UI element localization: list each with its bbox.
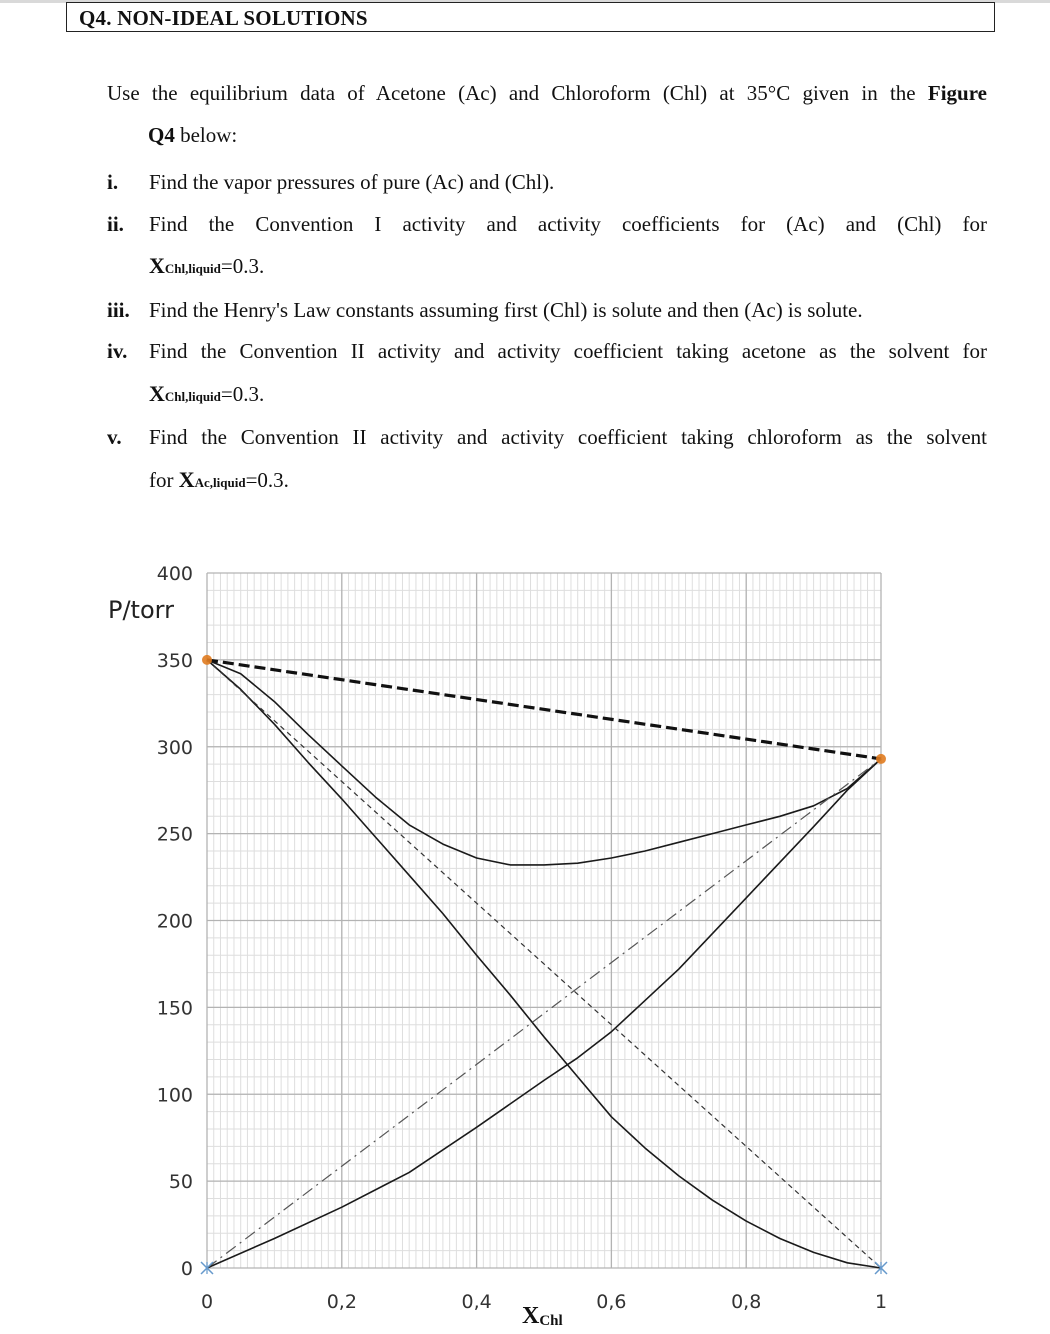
intro-figure-word: Figure — [927, 81, 987, 105]
pure-pressure-marker — [876, 754, 886, 764]
y-tick-label: 400 — [156, 563, 193, 585]
x-axis-label-var: X — [522, 1303, 540, 1329]
x-axis-label-sub: Chl — [539, 1313, 563, 1329]
y-tick-label: 100 — [156, 1084, 193, 1107]
question-text: Find the Henry's Law constants assuming first (Chl) is solute and then (Ac) is solute. — [149, 297, 863, 322]
intro-figure-ref: Q4 — [148, 123, 175, 147]
intro-paragraph — [107, 72, 987, 156]
question-item — [107, 331, 987, 417]
y-axis-label: P/torr — [108, 596, 174, 624]
y-tick-label: 200 — [156, 910, 193, 933]
question-number: i. — [107, 170, 119, 194]
x-axis-label — [522, 1303, 563, 1329]
question-condition: for XAc,liquid=0.3. — [149, 466, 289, 492]
intro-line-1 — [107, 72, 987, 114]
question-item — [107, 204, 987, 290]
y-tick-label: 150 — [156, 997, 193, 1020]
y-tick-label: 250 — [156, 823, 193, 846]
intro-line-2 — [107, 114, 987, 156]
vapor-pressure-chart — [0, 540, 1050, 1334]
question-condition: XChl,liquid=0.3. — [149, 253, 265, 278]
question-text: Find the Convention II activity and activity coefficient taking chloroform as the solvent — [149, 425, 987, 449]
intro-text: Use the equilibrium data of Acetone (Ac) and Chloroform (Chl) at 35°C given in the — [107, 81, 928, 105]
x-tick-label: 1 — [874, 1291, 888, 1313]
question-item — [107, 417, 987, 503]
question-number: iii. — [107, 297, 130, 322]
x-tick-label: 0 — [200, 1291, 214, 1313]
question-condition: XChl,liquid=0.3. — [149, 380, 265, 406]
pure-pressure-marker — [202, 655, 212, 665]
intro-text-after: below: — [174, 123, 238, 147]
question-number: iv. — [107, 339, 128, 363]
question-item — [107, 290, 987, 332]
y-tick-label: 0 — [180, 1258, 193, 1280]
question-number: v. — [107, 425, 122, 449]
section-title: Q4. NON-IDEAL SOLUTIONS — [79, 6, 368, 30]
question-number: ii. — [107, 211, 124, 236]
y-tick-label: 300 — [156, 736, 193, 759]
question-item — [107, 162, 987, 204]
y-tick-label: 350 — [156, 649, 193, 672]
question-text: Find the vapor pressures of pure (Ac) and (Chl). — [149, 170, 555, 194]
question-text: Find the Convention I activity and activity coefficients for (Ac) and (Chl) for — [149, 211, 987, 236]
x-tick-label: 0,8 — [731, 1291, 762, 1313]
x-tick-label: 0,4 — [461, 1291, 492, 1313]
section-header — [66, 2, 995, 32]
question-text: Find the Convention II activity and activity coefficient taking acetone as the solvent for — [149, 339, 987, 363]
x-tick-label: 0,6 — [596, 1291, 627, 1313]
question-list — [107, 162, 987, 503]
x-tick-label: 0,2 — [326, 1291, 357, 1313]
y-tick-label: 50 — [168, 1171, 193, 1194]
